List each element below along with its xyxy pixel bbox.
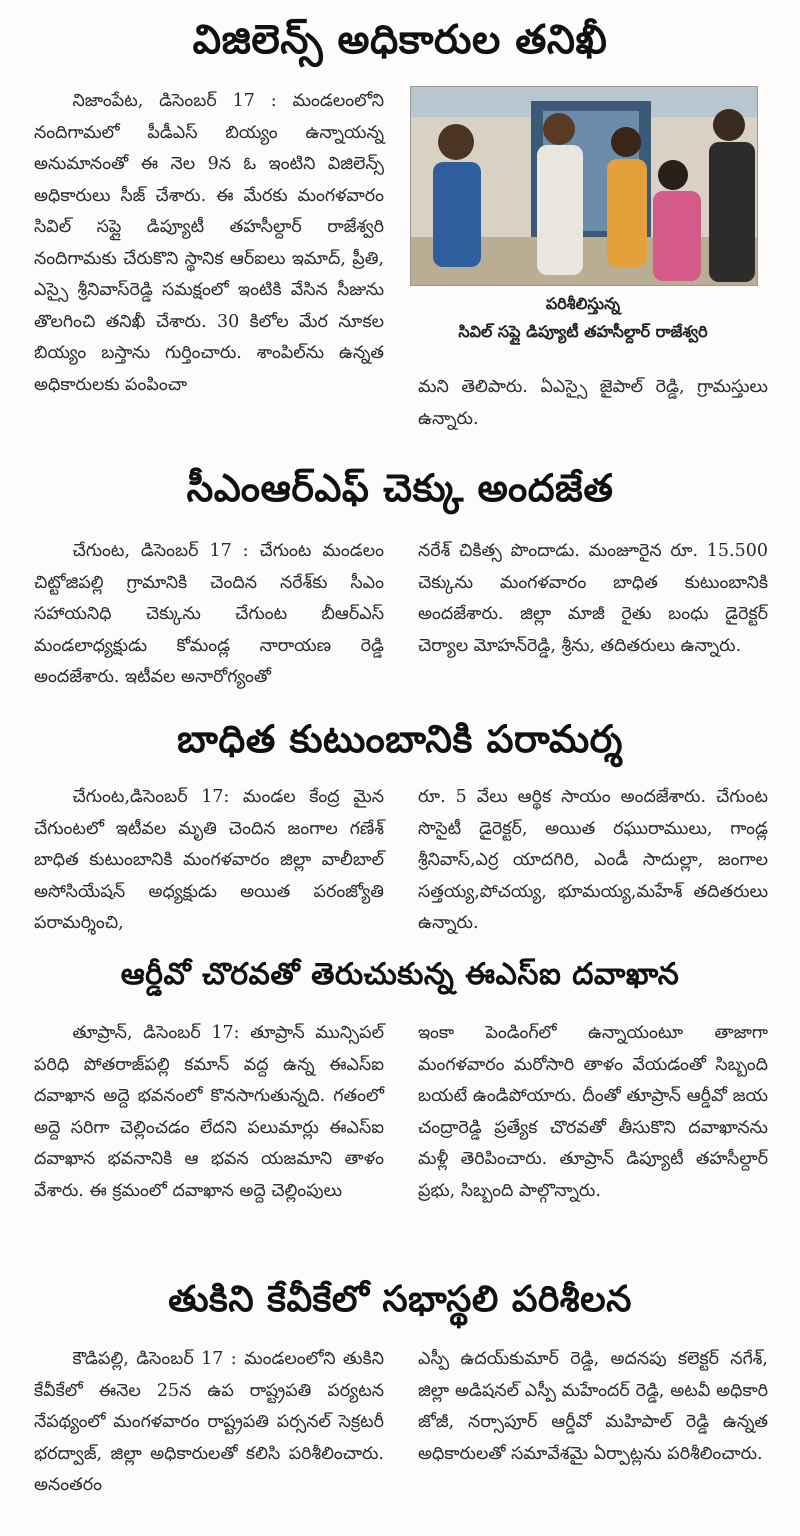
article-body-right: [418, 782, 768, 940]
article-paragraph: మని తెలిపారు. ఏఎస్సై జైపాల్‌ రెడ్డి, గ్రామస్తులు ఉన్నారు.: [418, 377, 768, 429]
article-paragraph: నిజాంపేట, డిసెంబర్‌ 17 : మండలంలోని నందిగామలో పీడీఎస్‌ బియ్యం ఉన్నాయన్న అనుమానంతో ఈ నెల 9న ఓ ఇంటిని విజిలెన్స్‌ అధికారులు సీజ్‌ చేశారు. ఈ మేరకు మంగళవారం సివిల్‌ సప్లై డిప్యూటీ తహసీల్దార్‌ రాజేశ్వరి నందిగామకు చేరుకొని స్థానిక ఆర్‌ఐలు ఇమాద్‌, ప్రీతి, ఎస్సై శ్రీనివాస్‌రెడ్డి సమక్షంలో ఇంటికి వేసిన సీజును తొలగించి తనిఖీ చేశారు. 30 కిలోల మేర నూకల బియ్యం బస్తాను గుర్తించారు. శాంపిల్‌ను ఉన్నత అధికారులకు పంపించా: [34, 91, 384, 395]
photo-illustration: [411, 87, 757, 285]
article-photo: [410, 86, 758, 286]
article-body-left: [34, 1018, 384, 1207]
article-body-left: [34, 536, 384, 694]
article-paragraph: ఇంకా పెండింగ్‌లో ఉన్నాయంటూ తాజాగా మంగళవారం మరోసారి తాళం వేయడంతో సిబ్బంది బయటే ఉండిపోయారు. దీంతో తూప్రాన్‌ ఆర్డీవో జయ చంద్రారెడ్డి ప్రత్యేక చొరవతో తీసుకొని దవాఖానను మళ్లీ తెరిపించారు. తూప్రాన్‌ డిప్యూటీ తహసీల్దార్‌ ప్రభు, సిబ్బంది పాల్గొన్నారు.: [418, 1023, 768, 1201]
article-headline: విజిలెన్స్‌ అధికారుల తనిఖీ: [192, 17, 608, 63]
article-body-right: [418, 536, 768, 662]
article-paragraph: ఎస్పీ ఉదయ్‌కుమార్‌ రెడ్డి, అదనపు కలెక్టర్‌ నగేశ్‌, జిల్లా అడిషనల్‌ ఎస్పీ మహేందర్‌ రెడ్డి, అటవీ అధికారి జోజీ, నర్సాపూర్‌ ఆర్డీవో మహిపాల్‌ రెడ్డి ఉన్నత అధికారులతో సమావేశమై ఏర్పాట్లను పరిశీలించారు.: [418, 1349, 768, 1464]
article-paragraph: నరేశ్‌ చికిత్స పొందాడు. మంజూరైన రూ. 15.500 చెక్కును మంగళవారం బాధిత కుటుంబానికి అందజేశారు. జిల్లా మాజీ రైతు బంధు డైరెక్టర్‌ చెర్యాల మోహన్‌రెడ్డి, శ్రీను, తదితరులు ఉన్నారు.: [418, 541, 768, 656]
article-headline: తుకిని కేవీకేలో సభాస్థలి పరిశీలన: [168, 1279, 632, 1320]
article-body-left: [34, 1344, 384, 1502]
article-body-left: [34, 782, 384, 940]
article-headline: బాధిత కుటుంబానికి పరామర్శ: [177, 717, 623, 761]
article-body-right: [418, 372, 768, 435]
article-body-left: [34, 86, 384, 401]
article-paragraph: చేగుంట,డిసెంబర్‌ 17: మండల కేంద్ర మైన చేగుంటలో ఇటీవల మృతి చెందిన జంగాల గణేశ్‌ బాధిత కుటుంబానికి మంగళవారం జిల్లా వాలీబాల్‌ అసోసియేషన్‌ అధ్యక్షుడు అయిత పరంజ్యోతి పరామర్శించి,: [34, 787, 384, 933]
article-paragraph: కౌడిపల్లి, డిసెంబర్‌ 17 : మండలంలోని తుకిని కేవీకేలో ఈనెల 25న ఉప రాష్ట్రపతి పర్యటన నేపథ్యంలో మంగళవారం రాష్ట్రపతి పర్సనల్‌ సెక్రటరీ భరద్వాజ్‌, జిల్లా అధికారులతో కలిసి పరిశీలించారు. అనంతరం: [34, 1349, 384, 1495]
article-paragraph: తూప్రాన్‌, డిసెంబర్‌ 17: తూప్రాన్‌ మున్సిపల్‌ పరిధి పోతరాజ్‌పల్లి కమాన్‌ వద్ద ఉన్న ఈఎస్‌ఐ దవాఖాన అద్దె భవనంలో కొనసాగుతున్నది. గతంలో అద్దె సరిగా చెల్లించడం లేదని పలుమార్లు ఈఎస్‌ఐ దవాఖాన భవనానికి ఆ భవన యజమాని తాళం వేశారు. ఈ క్రమంలో దవాఖాన అద్దె చెల్లింపులు: [34, 1023, 384, 1201]
article-paragraph: చేగుంట, డిసెంబర్‌ 17 : చేగుంట మండలం చిట్టోజిపల్లి గ్రామానికి చెందిన నరేశ్‌కు సీఎం సహాయనిధి చెక్కును చేగుంట బీఆర్‌ఎస్‌ మండలాధ్యక్షుడు కోమండ్ల నారాయణ రెడ్డి అందజేశారు. ఇటీవల అనారోగ్యంతో: [34, 541, 384, 687]
article-body-right: [418, 1344, 768, 1470]
article-paragraph: రూ. 5 వేలు ఆర్థిక సాయం అందజేశారు. చేగుంట సొసైటీ డైరెక్టర్‌, అయిత రఘురాములు, గాండ్ల శ్రీనివాస్‌,ఎర్ర యాదగిరి, ఎండీ సాదుల్లా, జంగాల సత్తయ్య,పోచయ్య, భూమయ్య,మహేశ్‌ తదితరులు ఉన్నారు.: [418, 787, 768, 933]
photo-caption-line: సివిల్‌ సప్లై డిప్యూటీ తహసీల్దార్‌ రాజేశ్వరి: [458, 322, 708, 341]
article-headline: ఆర్డీవో చొరవతో తెరుచుకున్న ఈఎస్‌ఐ దవాఖాన: [120, 957, 680, 992]
photo-caption: [410, 290, 756, 346]
article-headline: సీఎంఆర్‌ఎఫ్‌ చెక్కు అందజేత: [186, 466, 614, 510]
article-body-right: [418, 1018, 768, 1207]
photo-caption-line: పరిశీలిస్తున్న: [545, 294, 621, 313]
